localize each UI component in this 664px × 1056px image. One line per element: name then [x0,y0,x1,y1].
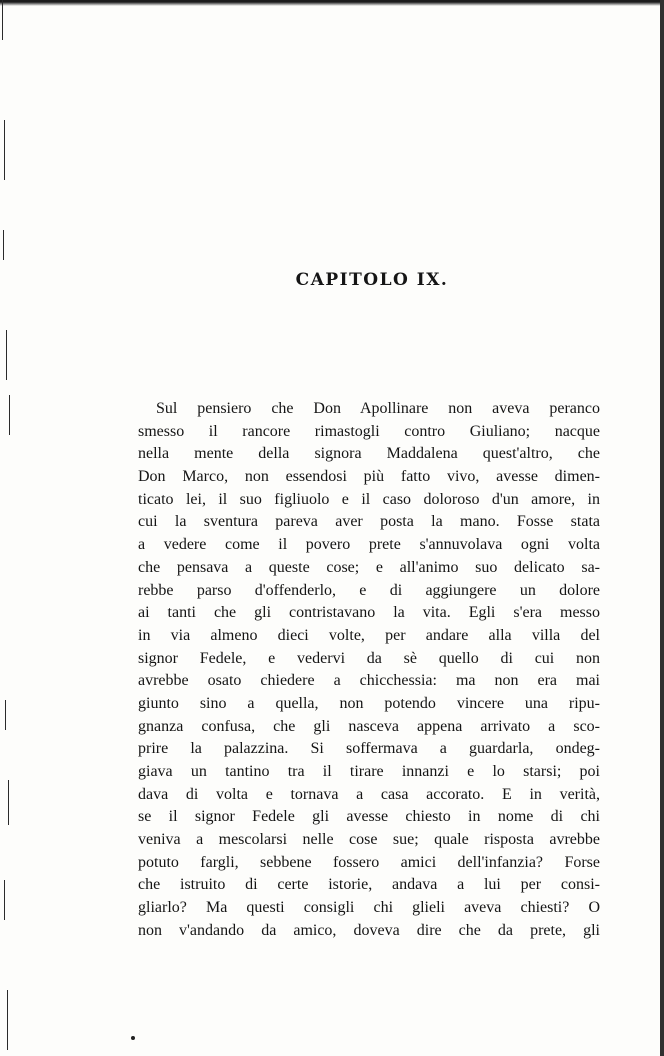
text-line: non v'andando da amico, doveva dire che da prete, gli [138,921,600,939]
chapter-title: CAPITOLO IX. [295,270,449,290]
text-line: rebbe parso d'offenderlo, e di aggiungere un dolore [138,581,600,599]
text-line: veniva a mescolarsi nelle cose sue; quale risposta avrebbe [138,831,600,849]
text-line: nella mente della signora Maddalena quest'altro, che [138,445,600,463]
text-line: ticato lei, il suo figliuolo e il caso doloroso d'un amore, in [138,490,600,508]
text-line: potuto fargli, sebbene fossero amici dell'infanzia? Forse [138,853,600,871]
ink-speck [131,1036,135,1040]
text-line: giunto sino a quella, non potendo vincere una ripu- [138,694,600,712]
scan-right-edge-shadow [660,0,664,1056]
text-line: in via almeno dieci volte, per andare alla villa del [138,626,600,644]
text-line: gnanza confusa, che gli nasceva appena arrivato a sco- [138,717,600,735]
text-line: ai tanti che gli contristavano la vita. Egli s'era messo [138,604,600,622]
text-line: Don Marco, non essendosi più fatto vivo, avesse dimen- [138,468,600,486]
text-line: che istruito di certe istorie, andava a lui per consi- [138,876,600,894]
binding-edge-marks [0,0,14,1056]
text-line: prire la palazzina. Si soffermava a guardarla, ondeg- [138,740,600,758]
chapter-paragraph [138,398,600,943]
text-line: cui la sventura pareva aver posta la mano. Fosse stata [138,513,600,531]
text-line: signor Fedele, e vedervi da sè quello di cui non [138,649,600,667]
text-line: gliarlo? Ma questi consigli chi glieli aveva chiesti? O [138,899,600,917]
text-line: smesso il rancore rimastogli contro Giuliano; nacque [138,422,600,440]
text-line: avrebbe osato chiedere a chicchessia: ma non era mai [138,672,600,690]
text-line: che pensava a queste cose; e all'animo suo delicato sa- [138,558,600,576]
text-line: se il signor Fedele gli avesse chiesto in nome di chi [138,808,600,826]
scan-top-edge-shadow [0,0,664,10]
text-line: a vedere come il povero prete s'annuvolava ogni volta [138,536,600,554]
text-line: giava un tantino tra il tirare innanzi e lo starsi; poi [138,763,600,780]
text-line: dava di volta e tornava a casa accorato. E in verità, [138,785,600,803]
text-line: Sul pensiero che Don Apollinare non aveva peranco [156,400,600,417]
